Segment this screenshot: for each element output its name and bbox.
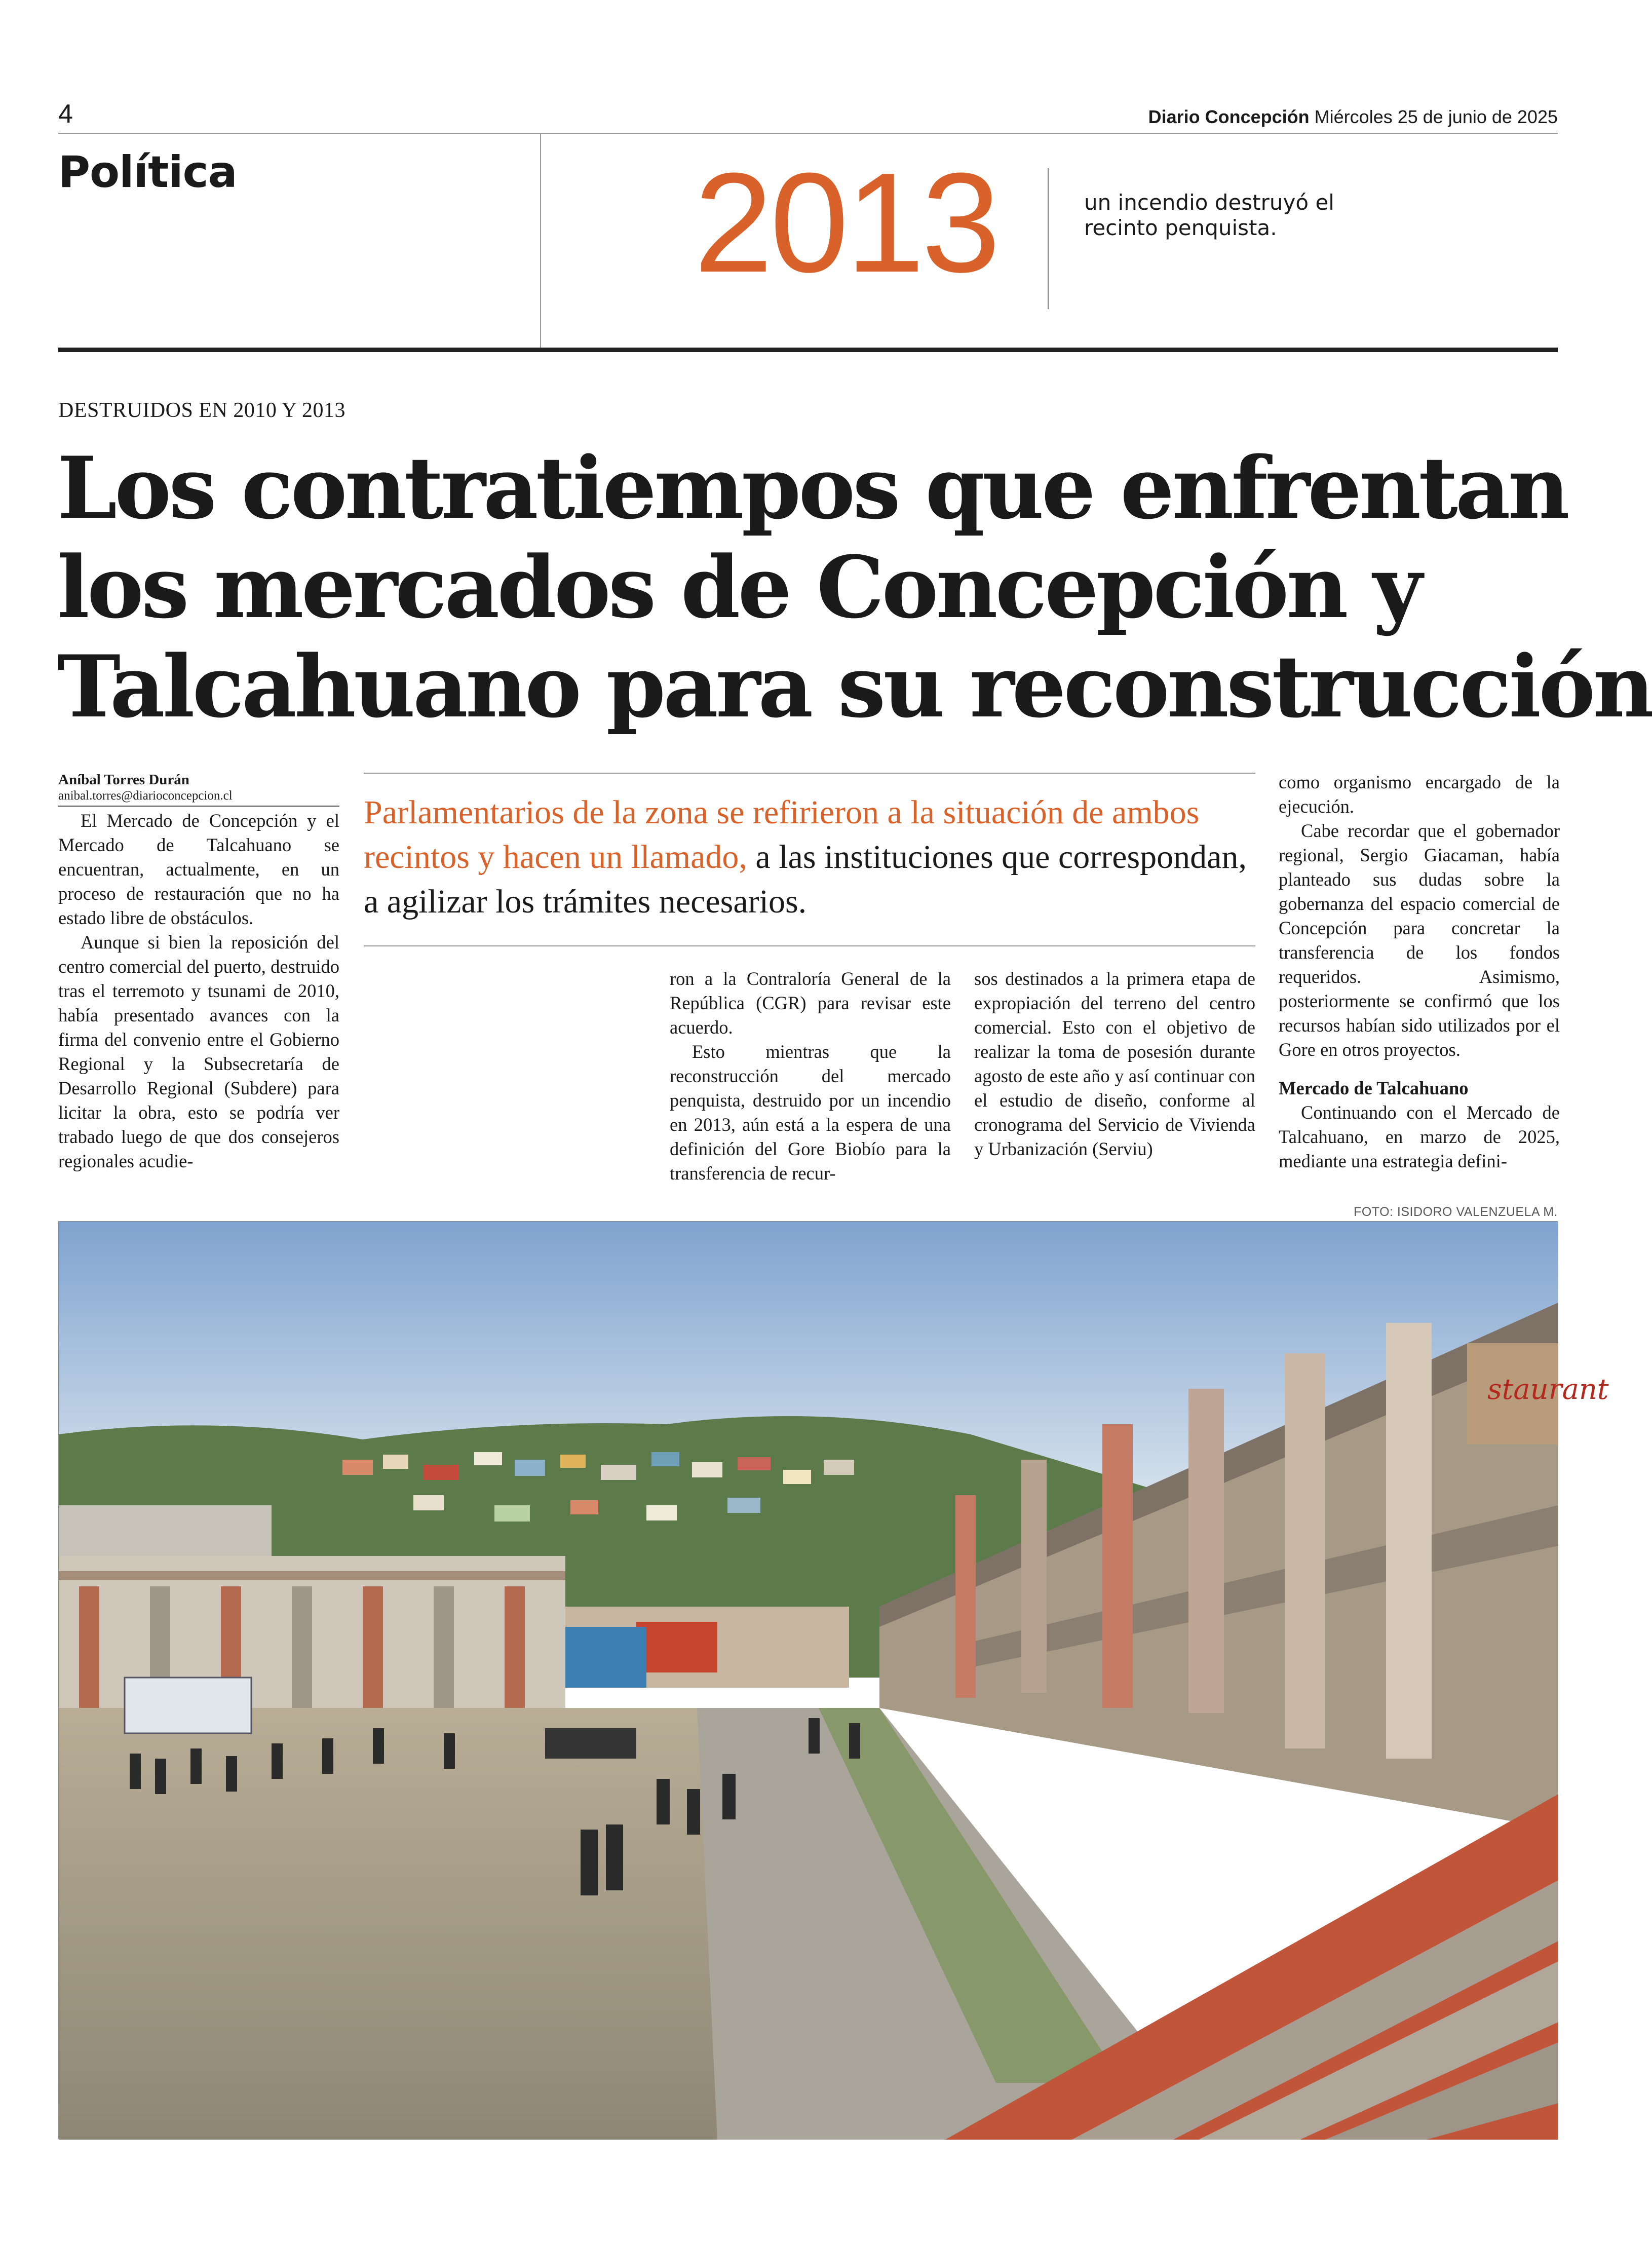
masthead: [1148, 106, 1558, 128]
section-subhead: Mercado de Talcahuano: [1279, 1078, 1469, 1098]
page-number: 4: [58, 99, 73, 129]
paragraph: Cabe recordar que el gobernador regional, Sergio Giacaman, había planteado sus dudas sobre la gobernanza del espacio comercial de Concepción para concretar la transferencia de los fondos requeridos. Asimismo, posteriormente se confirmó que los recursos habían sido utilizados por el Gore en otros proyectos.: [1279, 820, 1560, 1060]
photo-credit: FOTO: ISIDORO VALENZUELA M.: [1354, 1205, 1558, 1219]
factbox-year: 2013: [694, 144, 997, 302]
banner-sign: [125, 1678, 251, 1733]
body-column-3: [670, 967, 951, 1186]
paragraph: Continuando con el Mercado de Talcahuano, en marzo de 2025, mediante una estrategia defini-: [1279, 1102, 1560, 1171]
deck-highlight: Parlamentarios de la zona se refirieron a la situación de ambos recintos y hacen un llamado,: [364, 794, 1200, 876]
headline-line: los mercados de Concepción y: [57, 537, 1420, 637]
paragraph: sos destinados a la primera etapa de expropiación del terreno del centro comercial. Esto con el objetivo de realizar la toma de posesión durante agosto de este año y así continuar con el estudio de diseño, conforme al cronograma del Servicio de Vivienda y Urbanización (Serviu): [974, 968, 1255, 1159]
header-divider: [540, 134, 541, 349]
body-column-5: [1279, 770, 1560, 1173]
issue-date: Miércoles 25 de junio de 2025: [1314, 106, 1558, 127]
paragraph: El Mercado de Concepción y el Mercado de Talcahuano se encuentran, actualmente, en un proceso de restauración que no ha estado libre de obstáculos.: [58, 810, 339, 928]
headline-line: Talcahuano para su reconstrucción: [57, 636, 1652, 737]
paragraph: ron a la Contraloría General de la República (CGR) para revisar este acuerdo.: [670, 968, 951, 1038]
header-heavy-rule: [58, 348, 1558, 352]
deck-rule-top: [364, 773, 1255, 774]
top-rule: [58, 133, 1558, 134]
paragraph: como organismo encargado de la ejecución.: [1279, 772, 1560, 817]
factbox-divider: [1048, 168, 1049, 309]
headline-line: Los contratiempos que enfrentan: [57, 438, 1567, 538]
deck-rule-bottom: [364, 945, 1255, 946]
section-title: Política: [58, 147, 237, 198]
deck-rest: a las instituciones que correspondan, a agilizar los trámites necesarios.: [364, 839, 1247, 920]
article-deck: [364, 790, 1260, 924]
market-ruins-illustration: [59, 1222, 1609, 2140]
wall-sign-text: staurant: [1487, 1373, 1609, 1406]
stage-screen: [565, 1627, 646, 1688]
byline-author: Aníbal Torres Durán: [58, 772, 189, 788]
paragraph: Esto mientras que la reconstrucción del mercado penquista, destruido por un incendio en 2013, aún está a la espera de una definición del Gore Biobío para la transferencia de recur-: [670, 1041, 951, 1184]
byline-rule: [58, 806, 339, 807]
body-column-1: [58, 809, 339, 1173]
factbox-caption: un incendio destruyó el recinto penquista.: [1084, 190, 1334, 241]
article-kicker: DESTRUIDOS EN 2010 Y 2013: [58, 399, 346, 422]
article-headline: [57, 438, 1652, 737]
newspaper-name: Diario Concepción: [1148, 106, 1310, 127]
body-column-4: [974, 967, 1255, 1161]
article-photo: [58, 1221, 1609, 2139]
byline-email[interactable]: anibal.torres@diarioconcepcion.cl: [58, 789, 233, 803]
paragraph: Aunque si bien la reposición del centro comercial del puerto, destruido tras el terremoto y tsunami de 2010, había presentado avances con la firma del convenio entre el Gobierno Regional y la Subsecretaría de Desarrollo Regional (Subdere) para licitar la obra, esto se podría ver trabado luego de que dos consejeros regionales acudie-: [58, 932, 339, 1171]
